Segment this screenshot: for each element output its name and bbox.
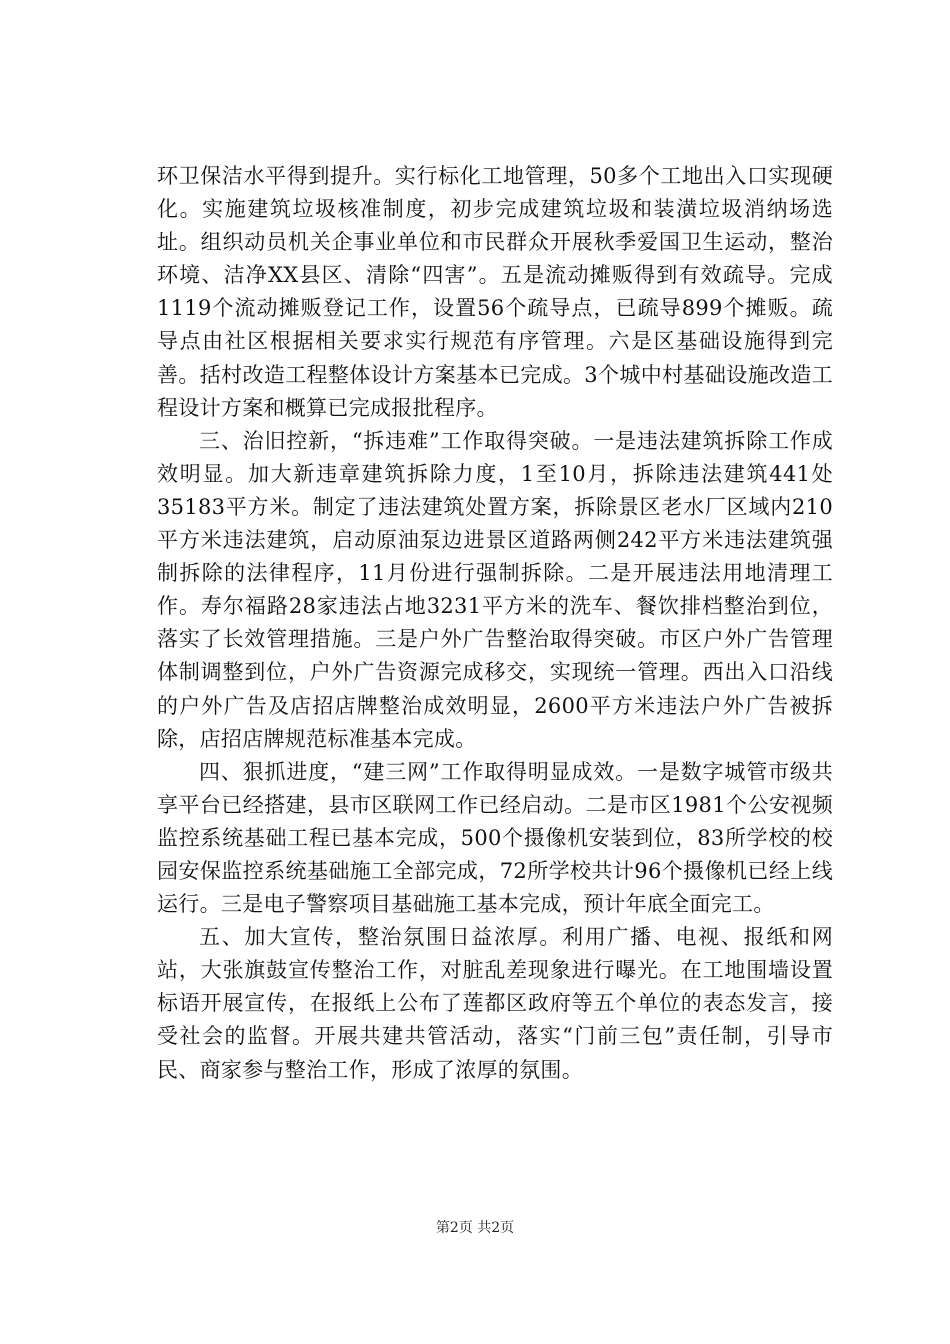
- page-number-label: 第2页 共2页: [435, 1220, 515, 1236]
- page-footer: [0, 1218, 950, 1238]
- paragraph-section-five: 五、加大宣传，整治氛围日益浓厚。利用广播、电视、报纸和网站，大张旗鼓宣传整治工作，对脏乱差现象进行曝光。在工地围墙设置标语开展宣传，在报纸上公布了莲都区政府等五个单位的表态发言，接受社会的监督。开展共建共管活动，落实“门前三包”责任制，引导市民、商家参与整治工作，形成了浓厚的氛围。: [157, 925, 833, 1082]
- paragraph-continuation: 环卫保洁水平得到提升。实行标化工地管理，50多个工地出入口实现硬化。实施建筑垃圾核准制度，初步完成建筑垃圾和装潢垃圾消纳场选址。组织动员机关企事业单位和市民群众开展秋季爱国卫生运动，整治环境、洁净XX县区、清除“四害”。五是流动摊贩得到有效疏导。完成1119个流动摊贩登记工作，设置56个疏导点，已疏导899个摊贩。疏导点由社区根据相关要求实行规范有序管理。六是区基础设施得到完善。括村改造工程整体设计方案基本已完成。3个城中村基础设施改造工程设计方案和概算已完成报批程序。: [157, 164, 833, 420]
- document-body: [157, 160, 833, 1087]
- paragraph-section-four: 四、狠抓进度，“建三网”工作取得明显成效。一是数字城管市级共享平台已经搭建，县市区联网工作已经启动。二是市区1981个公安视频监控系统基础工程已基本完成，500个摄像机安装到位，83所学校的校园安保监控系统基础施工全部完成，72所学校共计96个摄像机已经上线运行。三是电子警察项目基础施工基本完成，预计年底全面完工。: [157, 759, 833, 917]
- paragraph-section-three: 三、治旧控新，“拆违难”工作取得突破。一是违法建筑拆除工作成效明显。加大新违章建筑拆除力度，1至10月，拆除违法建筑441处35183平方米。制定了违法建筑处置方案，拆除景区老水厂区域内210平方米违法建筑，启动原油泵边进景区道路两侧242平方米违法建筑强制拆除的法律程序，11月份进行强制拆除。二是开展违法用地清理工作。寿尔福路28家违法占地3231平方米的洗车、餐饮排档整治到位，落实了长效管理措施。三是户外广告整治取得突破。市区户外广告管理体制调整到位，户外广告资源完成移交，实现统一管理。西出入口沿线的户外广告及店招店牌整治成效明显，2600平方米违法户外广告被拆除，店招店牌规范标准基本完成。: [157, 428, 833, 751]
